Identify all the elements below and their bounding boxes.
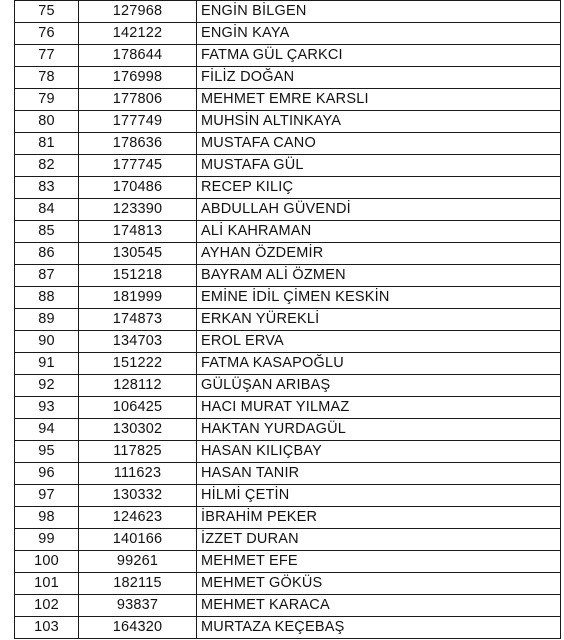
table-row <box>15 67 561 89</box>
registry-id-cell: 177749 <box>79 111 197 133</box>
full-name-cell: ERKAN YÜREKLİ <box>197 309 561 331</box>
table-row <box>15 287 561 309</box>
full-name-cell: MUHSİN ALTINKAYA <box>197 111 561 133</box>
full-name-cell: EMİNE İDİL ÇİMEN KESKİN <box>197 287 561 309</box>
table-row <box>15 243 561 265</box>
full-name-cell: MURTAZA KEÇEBAŞ <box>197 617 561 639</box>
registry-id-cell: 130302 <box>79 419 197 441</box>
registry-id-cell: 128112 <box>79 375 197 397</box>
registry-id-cell: 174813 <box>79 221 197 243</box>
full-name-cell: EROL ERVA <box>197 331 561 353</box>
full-name-cell: HİLMİ ÇETİN <box>197 485 561 507</box>
full-name-cell: MEHMET GÖKÜS <box>197 573 561 595</box>
full-name-cell: ABDULLAH GÜVENDİ <box>197 199 561 221</box>
table-row <box>15 507 561 529</box>
registry-id-cell: 99261 <box>79 551 197 573</box>
table-row <box>15 309 561 331</box>
row-number-cell: 103 <box>15 617 79 639</box>
row-number-cell: 78 <box>15 67 79 89</box>
table-row <box>15 375 561 397</box>
row-number-cell: 88 <box>15 287 79 309</box>
full-name-cell: FATMA GÜL ÇARKCI <box>197 45 561 67</box>
registry-id-cell: 176998 <box>79 67 197 89</box>
table-row <box>15 89 561 111</box>
registry-id-cell: 124623 <box>79 507 197 529</box>
registry-id-cell: 151218 <box>79 265 197 287</box>
registry-id-cell: 130545 <box>79 243 197 265</box>
row-number-cell: 92 <box>15 375 79 397</box>
row-number-cell: 98 <box>15 507 79 529</box>
registry-id-cell: 127968 <box>79 1 197 23</box>
row-number-cell: 86 <box>15 243 79 265</box>
full-name-cell: ENGİN KAYA <box>197 23 561 45</box>
full-name-cell: FATMA KASAPOĞLU <box>197 353 561 375</box>
table-row <box>15 45 561 67</box>
full-name-cell: MEHMET EMRE KARSLI <box>197 89 561 111</box>
row-number-cell: 102 <box>15 595 79 617</box>
registry-id-cell: 140166 <box>79 529 197 551</box>
name-list-table <box>14 0 561 639</box>
table-row <box>15 353 561 375</box>
row-number-cell: 100 <box>15 551 79 573</box>
registry-id-cell: 178636 <box>79 133 197 155</box>
row-number-cell: 76 <box>15 23 79 45</box>
row-number-cell: 77 <box>15 45 79 67</box>
row-number-cell: 93 <box>15 397 79 419</box>
registry-id-cell: 181999 <box>79 287 197 309</box>
table-row <box>15 463 561 485</box>
full-name-cell: ENGİN BİLGEN <box>197 1 561 23</box>
row-number-cell: 91 <box>15 353 79 375</box>
row-number-cell: 75 <box>15 1 79 23</box>
row-number-cell: 81 <box>15 133 79 155</box>
full-name-cell: MUSTAFA GÜL <box>197 155 561 177</box>
table-row <box>15 441 561 463</box>
full-name-cell: ALİ KAHRAMAN <box>197 221 561 243</box>
registry-id-cell: 123390 <box>79 199 197 221</box>
table-row <box>15 23 561 45</box>
registry-id-cell: 130332 <box>79 485 197 507</box>
row-number-cell: 95 <box>15 441 79 463</box>
row-number-cell: 83 <box>15 177 79 199</box>
registry-id-cell: 177745 <box>79 155 197 177</box>
table-row <box>15 1 561 23</box>
full-name-cell: HACI MURAT YILMAZ <box>197 397 561 419</box>
row-number-cell: 87 <box>15 265 79 287</box>
full-name-cell: GÜLÜŞAN ARIBAŞ <box>197 375 561 397</box>
row-number-cell: 85 <box>15 221 79 243</box>
row-number-cell: 96 <box>15 463 79 485</box>
registry-id-cell: 177806 <box>79 89 197 111</box>
table-row <box>15 331 561 353</box>
table-row <box>15 199 561 221</box>
row-number-cell: 82 <box>15 155 79 177</box>
table-row <box>15 573 561 595</box>
full-name-cell: MUSTAFA CANO <box>197 133 561 155</box>
full-name-cell: HAKTAN YURDAGÜL <box>197 419 561 441</box>
full-name-cell: BAYRAM ALİ ÖZMEN <box>197 265 561 287</box>
row-number-cell: 90 <box>15 331 79 353</box>
table-row <box>15 485 561 507</box>
row-number-cell: 99 <box>15 529 79 551</box>
full-name-cell: MEHMET EFE <box>197 551 561 573</box>
full-name-cell: FİLİZ DOĞAN <box>197 67 561 89</box>
registry-id-cell: 134703 <box>79 331 197 353</box>
full-name-cell: HASAN KILIÇBAY <box>197 441 561 463</box>
row-number-cell: 94 <box>15 419 79 441</box>
table-row <box>15 551 561 573</box>
registry-id-cell: 170486 <box>79 177 197 199</box>
registry-id-cell: 182115 <box>79 573 197 595</box>
full-name-cell: MEHMET KARACA <box>197 595 561 617</box>
registry-id-cell: 151222 <box>79 353 197 375</box>
table-row <box>15 419 561 441</box>
registry-id-cell: 142122 <box>79 23 197 45</box>
table-row <box>15 265 561 287</box>
full-name-cell: İZZET DURAN <box>197 529 561 551</box>
registry-id-cell: 117825 <box>79 441 197 463</box>
row-number-cell: 101 <box>15 573 79 595</box>
registry-id-cell: 106425 <box>79 397 197 419</box>
table-row <box>15 595 561 617</box>
full-name-cell: HASAN TANIR <box>197 463 561 485</box>
row-number-cell: 79 <box>15 89 79 111</box>
name-list-body <box>15 1 561 639</box>
registry-id-cell: 174873 <box>79 309 197 331</box>
registry-id-cell: 93837 <box>79 595 197 617</box>
row-number-cell: 84 <box>15 199 79 221</box>
full-name-cell: RECEP KILIÇ <box>197 177 561 199</box>
table-row <box>15 397 561 419</box>
registry-id-cell: 164320 <box>79 617 197 639</box>
row-number-cell: 89 <box>15 309 79 331</box>
table-row <box>15 155 561 177</box>
table-row <box>15 529 561 551</box>
full-name-cell: İBRAHİM PEKER <box>197 507 561 529</box>
table-row <box>15 133 561 155</box>
table-row <box>15 177 561 199</box>
full-name-cell: AYHAN ÖZDEMİR <box>197 243 561 265</box>
row-number-cell: 80 <box>15 111 79 133</box>
registry-id-cell: 111623 <box>79 463 197 485</box>
table-row <box>15 111 561 133</box>
registry-id-cell: 178644 <box>79 45 197 67</box>
row-number-cell: 97 <box>15 485 79 507</box>
table-row <box>15 617 561 639</box>
table-row <box>15 221 561 243</box>
